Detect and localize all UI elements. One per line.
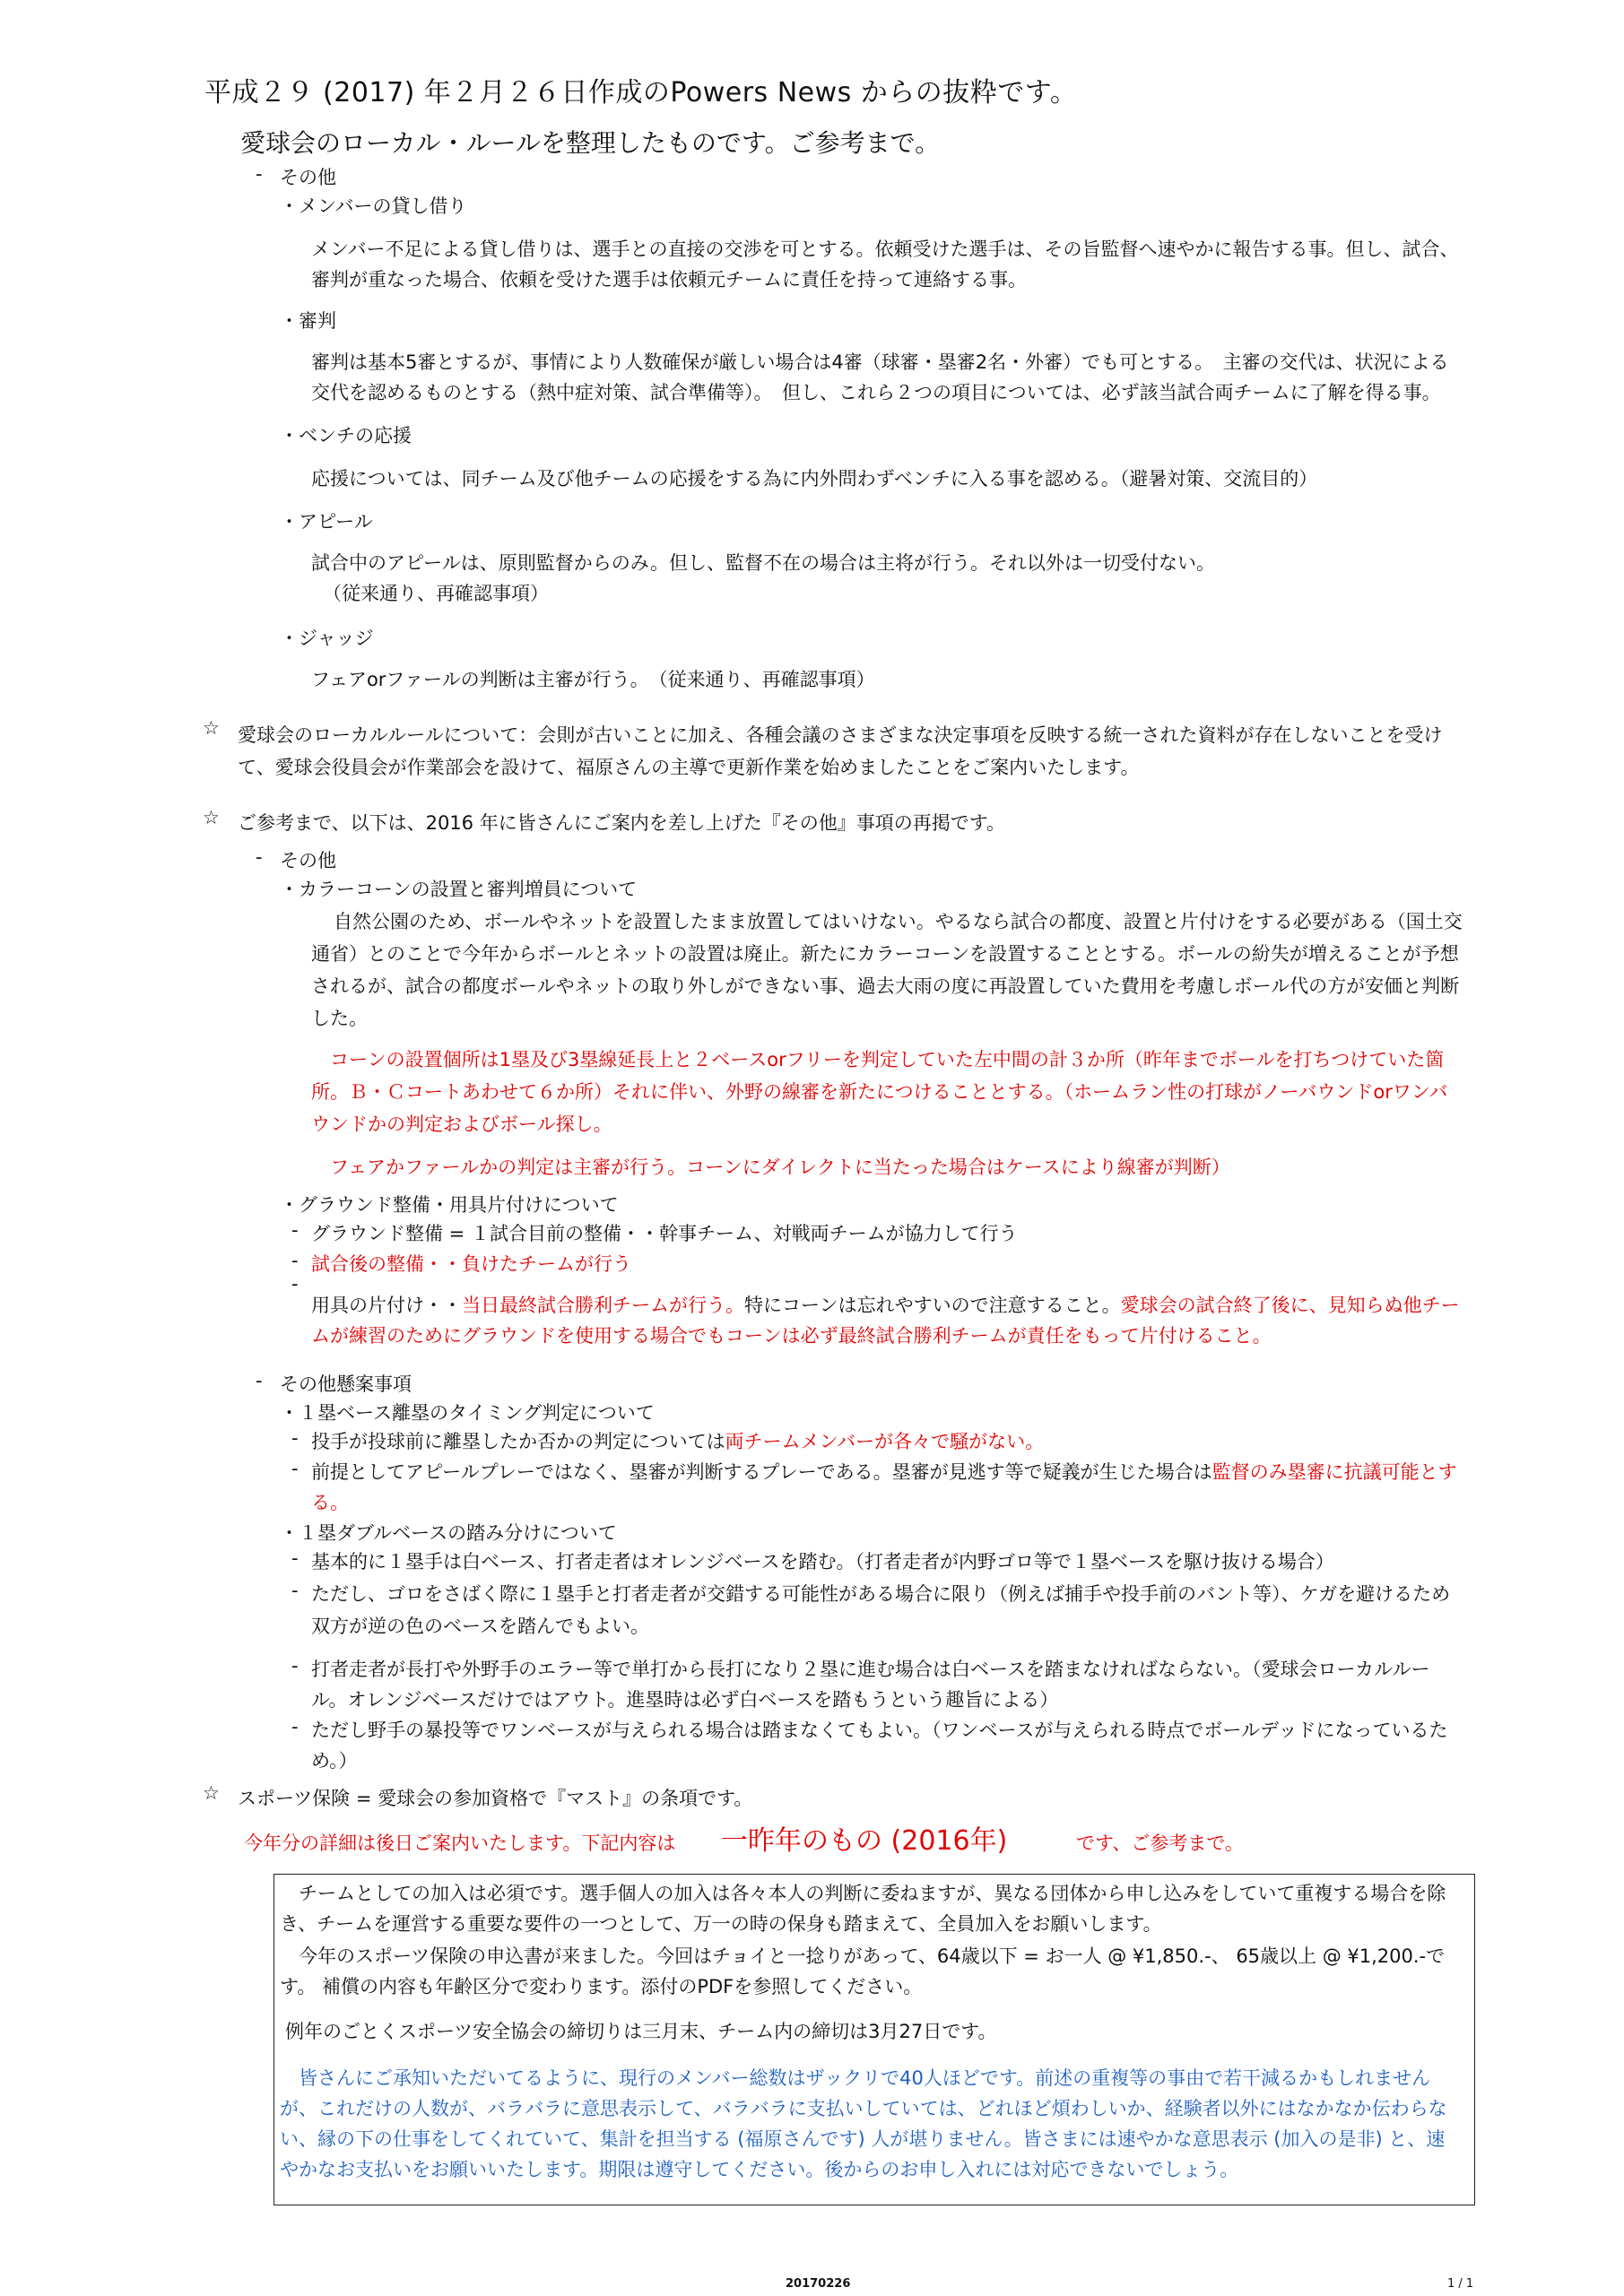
timing-line1 [311,1427,1044,1454]
insurance-red-tail: です、ご参考まで。 [1076,1832,1244,1854]
double-line: 基本的に１塁手は白ベース、打者走者はオレンジベースを踏む。（打者走者が内野ゴロ等で１塁ベースを駆け抜ける場合） [311,1551,1334,1573]
box-blue-line: が、これだけの人数が、バラバラに意思表示して、バラバラに支払いしていては、どれほど煩わしいか、経験者以外にはなかなか伝わらな [280,2098,1447,2119]
item-heading-umpire: ・審判 [280,310,336,332]
double-line: め。） [311,1750,358,1772]
cone-line: した。 [311,1008,368,1029]
page-subtitle: 愛球会のローカル・ルールを整理したものです。ご参考まで。 [240,128,941,158]
ground-line3-red2: 愛球会の試合終了後に、見知らぬ他チー [1120,1295,1460,1316]
cone-line: 通省）とのことで今年からボールとネットの設置は廃止。新たにカラーコーンを設置することとする。ボールの紛失が増えることが予想 [311,943,1459,965]
timing-line1-red: 両チームメンバーが各々で騒がない。 [725,1431,1045,1452]
ground-line: グラウンド整備 = １試合目前の整備・・幹事チーム、対戦両チームが協力して行う [311,1223,1018,1244]
dash: - [291,1580,299,1601]
item-line: 審判が重なった場合、依頼を受けた選手は依頼元チームに責任を持って連絡する事。 [311,269,1027,290]
double-line: 打者走者が長打や外野手のエラー等で単打から長打になり２塁に進む場合は白ベースを踏まなければならない。（愛球会ローカルルー [311,1659,1430,1680]
ground-heading: ・グラウンド整備・用具片付けについて [280,1194,619,1216]
box-line: 例年のごとくスポーツ安全協会の締切りは三月末、チーム内の締切は3月27日です。 [285,2021,997,2042]
item-line: フェアorファールの判断は主審が行う。 （従来通り、再確認事項） [311,669,875,690]
item-line: 試合中のアピールは、原則監督からのみ。但し、監督不在の場合は主将が行う。それ以外は一切受付ない。 [311,552,1215,574]
star-icon: ☆ [203,717,220,739]
section1-bullet: - [256,163,263,185]
insurance-red-big: 一昨年のもの (2016年) [721,1825,1008,1857]
ground-line3-black2: 特にコーンは忘れやすいので注意すること。 [744,1295,1121,1316]
item-line: メンバー不足による貸し借りは、選手との直接の交渉を可とする。依頼受けた選手は、その旨監督へ速やかに報告する事。但し、試合、 [311,238,1459,260]
section1-heading: その他 [280,167,336,188]
item-line: 交代を認めるものとする（熱中症対策、試合準備等）。 但し、これら２つの項目については、必ず該当試合両チームに了解を得る事。 [311,382,1441,403]
section3-heading: その他懸案事項 [280,1373,412,1395]
item-heading-appeal: ・アピール [280,511,373,533]
dash: - [291,1250,299,1271]
timing-heading: ・１塁ベース離塁のタイミング判定について [280,1402,655,1424]
timing-line1-black: 投手が投球前に離塁したか否かの判定については [311,1431,725,1452]
cone-heading: ・カラーコーンの設置と審判増員について [280,879,638,900]
ground-line3-red: 当日最終試合勝利チームが行う。 [462,1295,744,1316]
dash: - [291,1427,299,1449]
dash: - [291,1219,299,1241]
box-line: チームとしての加入は必須です。選手個人の加入は各々本人の判断に委ねますが、異なる団体から申し込みをしていて重複する場合を除 [280,1883,1446,1904]
dash: - [291,1273,299,1295]
box-line: 今年のスポーツ保険の申込書が来ました。今回はチョイと一捻りがあって、64歳以下 = お一人 @ ¥1,850.-、 65歳以上 @ ¥1,200.-で [280,1945,1446,1967]
cone-red-line: 所。Ｂ・Ｃコートあわせて６か所）それに伴い、外野の線審を新たにつけることとする。（ホームラン性の打球がノーバウンドorワンバ [311,1081,1448,1103]
star2-intro: ご参考まで、以下は、2016 年に皆さんにご案内を差し上げた『その他』事項の再掲です。 [238,812,1006,834]
item-line: （従来通り、再確認事項） [323,583,549,604]
item-heading-bench: ・ベンチの応援 [280,425,412,446]
star-icon: ☆ [203,807,220,828]
box-blue-line: 皆さんにご承知いただいてるように、現行のメンバー総数はザックリで40人ほどです。前述の重複等の事由で若干減るかもしれません [280,2067,1431,2089]
cone-red-line2: フェアかファールかの判定は主審が行う。コーンにダイレクトに当たった場合はケースにより線審が判断） [330,1157,1230,1178]
item-line: 審判は基本5審とするが、事情により人数確保が厳しい場合は4審（球審・塁審2名・外審）でも可とする。 主審の交代は、状況による [311,351,1449,373]
double-line: 双方が逆の色のベースを踏んでもよい。 [311,1616,649,1637]
section3-bullet: - [256,1370,263,1391]
insurance-line: スポーツ保険 = 愛球会の参加資格で『マスト』の条項です。 [238,1788,753,1809]
double-line: ただし野手の暴投等でワンベースが与えられる場合は踏まなくてもよい。（ワンベースが与えられる時点でボールデッドになっているた [311,1720,1448,1741]
double-heading: ・１塁ダブルベースの踏み分けについて [280,1522,617,1544]
insurance-red-small: 今年分の詳細は後日ご案内いたします。下記内容は [244,1832,676,1854]
item-heading-judge: ・ジャッジ [280,628,374,649]
cone-red-line: ウンドかの判定およびボール探し。 [311,1113,612,1135]
page-number: 1 / 1 [1447,2277,1474,2291]
dash: - [291,1547,299,1569]
cone-line: されるが、試合の都度ボールやネットの取り外しができない事、過去大雨の度に再設置していた費用を考慮しボール代の方が安価と判断 [311,975,1460,997]
double-line: ただし、ゴロをさばく際に１塁手と打者走者が交錯する可能性がある場合に限り（例えば捕手や投手前のバント等）、ケガを避けるため [311,1583,1451,1605]
cone-line: 自然公園のため、ボールやネットを設置したまま放置してはいけない。やるなら試合の都度、設置と片付けをする必要がある（国土交 [334,911,1463,932]
star2-heading: その他 [280,850,336,871]
box-line: き、チームを運営する重要な要件の一つとして、万一の時の保身も踏まえて、全員加入をお願いします。 [280,1913,1162,1935]
ground-line3 [311,1291,1460,1318]
ground-line-red: 試合後の整備・・負けたチームが行う [311,1253,631,1275]
box-blue-line: い、縁の下の仕事をしてくれていて、集計を担当する (福原さんです) 人が堪りません。皆さまには速やかな意思表示 (加入の是非) と、速 [280,2128,1446,2150]
double-line: ル。オレンジベースだけではアウト。進塁時は必ず白ベースを踏もうという趣旨による） [311,1689,1059,1711]
star2-bullet: - [256,846,263,868]
ground-line4-red: ムが練習のためにグラウンドを使用する場合でもコーンは必ず最終試合勝利チームが責任をもって片付けること。 [311,1325,1272,1347]
item-line: 応援については、同チーム及び他チームの応援をする為に内外問わずベンチに入る事を認める。（避暑対策、交流目的） [311,468,1318,490]
timing-line3-red: る。 [311,1492,349,1513]
dash: - [291,1655,299,1677]
timing-line2 [311,1458,1457,1485]
page-title: 平成２９ (2017) 年２月２６日作成のPowers News からの抜粋です。 [204,77,1078,108]
footer-date: 20170226 [786,2277,851,2291]
star1-line: 愛球会のローカルルールについて：会則が古いことに加え、各種会議のさまざまな決定事項を反映する統一された資料が存在しないことを受け [238,724,1443,746]
ground-line3-black: 用具の片付け・・ [311,1295,462,1316]
box-line: す。 補償の内容も年齢区分で変わります。添付のPDFを参照してください。 [280,1976,923,1997]
dash: - [291,1458,299,1479]
dash: - [291,1716,299,1737]
star1-line: て、愛球会役員会が作業部会を設けて、福原さんの主導で更新作業を始めましたことをご案内いたします。 [238,757,1140,778]
box-blue-line: やかなお支払いをお願いいたします。期限は遵守してください。後からのお申し入れには対応できないでしょう。 [280,2159,1239,2180]
item-heading-member: ・メンバーの貸し借り [280,195,467,217]
star-icon: ☆ [203,1782,220,1804]
timing-line2-black: 前提としてアピールプレーではなく、塁審が判断するプレーである。塁審が見逃す等で疑義が生じた場合は [311,1461,1212,1483]
timing-line2-red: 監督のみ塁審に抗議可能とす [1211,1461,1457,1483]
cone-red-line: コーンの設置個所は1塁及び3塁線延長上と２ベースorフリーを判定していた左中間の計３か所（昨年までボールを打ちつけていた箇 [330,1049,1445,1070]
